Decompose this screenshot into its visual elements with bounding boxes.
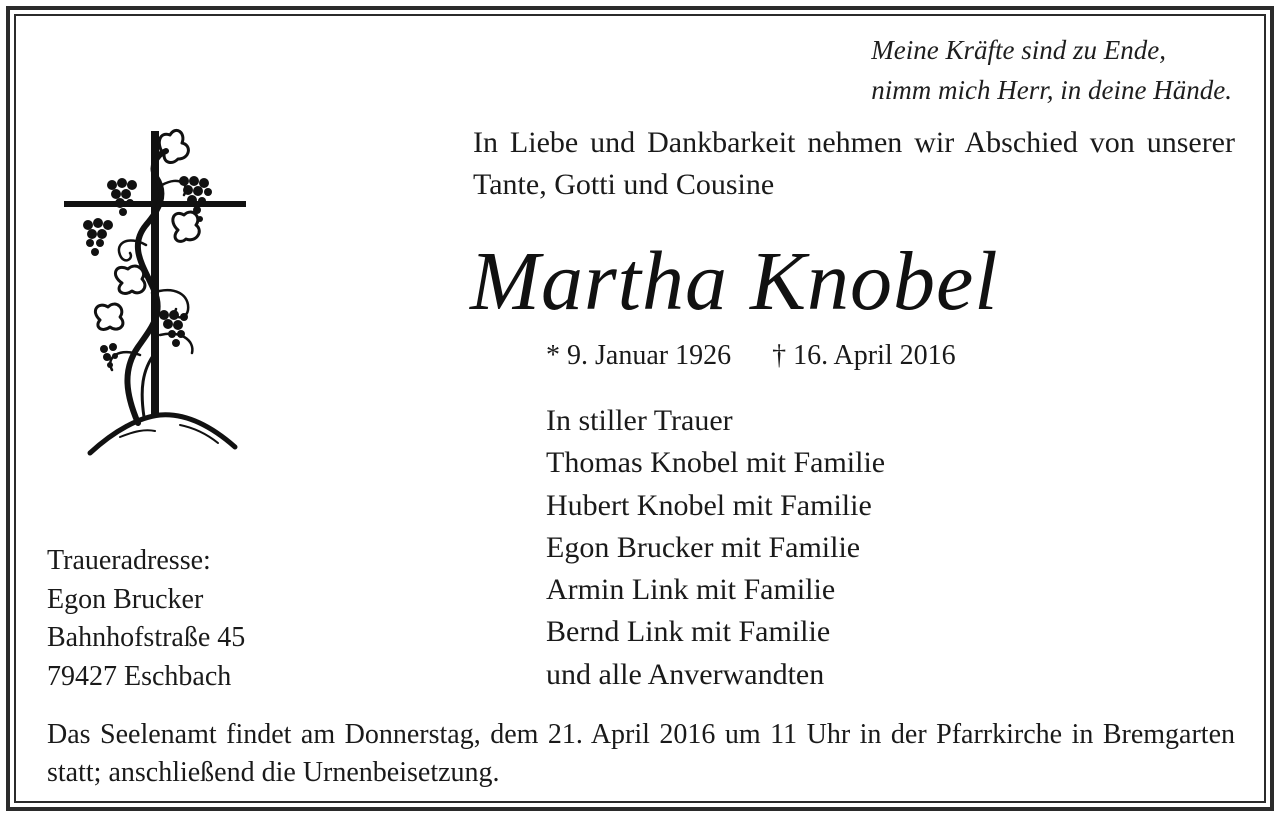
service-notice: Das Seelenamt findet am Donnerstag, dem 21. April 2016 um 11 Uhr in der Pfarrkirche in Bremgarten statt; anschließend die Urnenbeisetzung.	[47, 719, 1235, 788]
intro-text: In Liebe und Dankbarkeit nehmen wir Abschied von unserer Tante, Gotti und Cousine	[473, 126, 1235, 201]
motto-line-1: Meine Kräfte sind zu Ende,	[871, 35, 1167, 65]
mourner-line: und alle Anverwandten	[546, 657, 825, 691]
cross-with-grapevine-icon	[60, 125, 250, 460]
motto-line-2: nimm mich Herr, in deine Hände.	[871, 75, 1232, 105]
mourner-line: Armin Link mit Familie	[546, 573, 836, 607]
mourner-line: Hubert Knobel mit Familie	[546, 488, 872, 522]
deceased-name: Martha Knobel	[470, 235, 999, 328]
mourning-address	[47, 542, 245, 696]
mourner-line: Thomas Knobel mit Familie	[546, 446, 886, 480]
motto-verse	[871, 30, 1232, 110]
mourner-line: In stiller Trauer	[546, 404, 733, 437]
address-city: 79427 Eschbach	[47, 660, 232, 692]
birth-date: * 9. Januar 1926	[546, 340, 732, 371]
mourner-line: Bernd Link mit Familie	[546, 615, 831, 649]
address-street: Bahnhofstraße 45	[47, 622, 246, 653]
mourners-list	[546, 400, 885, 696]
address-label: Traueradresse:	[47, 545, 211, 576]
death-date: † 16. April 2016	[772, 340, 956, 371]
mourner-line: Egon Brucker mit Familie	[546, 530, 861, 564]
address-name: Egon Brucker	[47, 583, 204, 615]
life-dates	[546, 338, 956, 374]
